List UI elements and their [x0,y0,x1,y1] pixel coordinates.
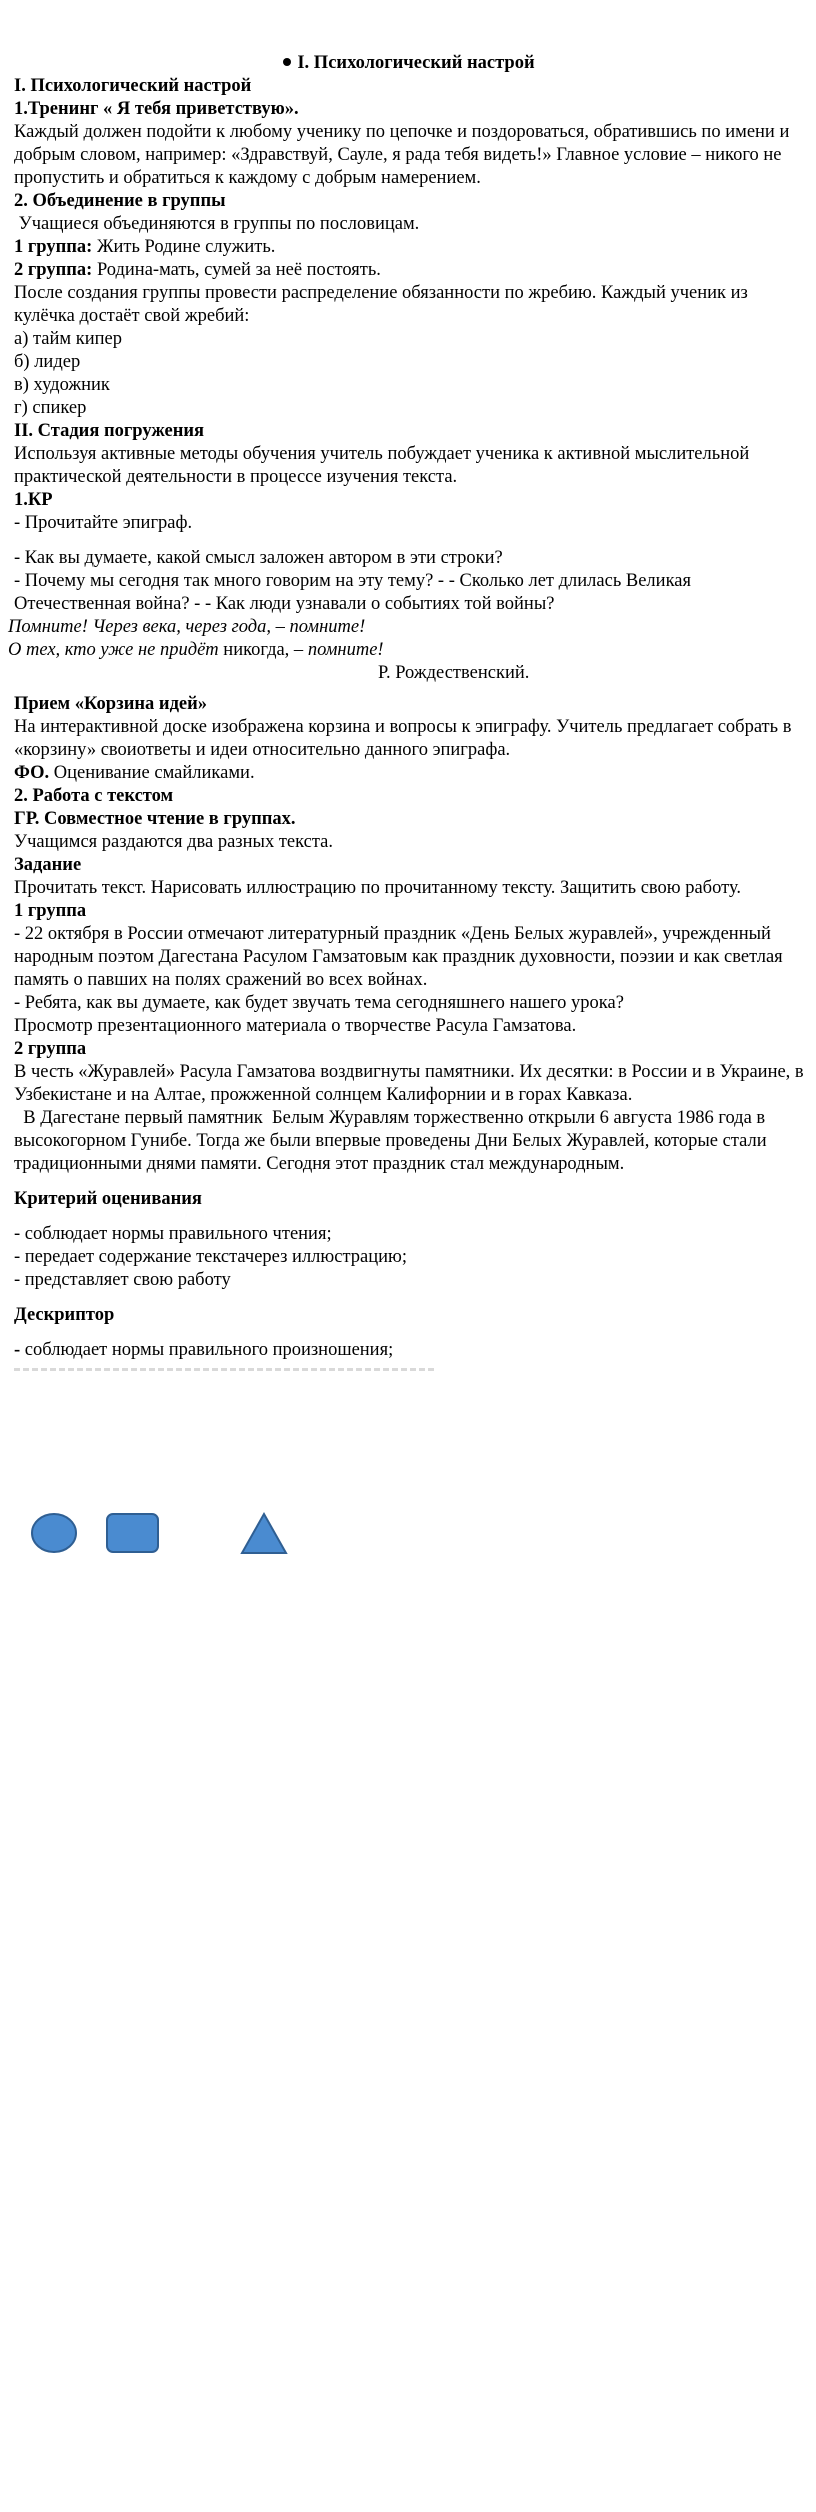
question-2: - Почему мы сегодня так много говорим на эту тему? - - Сколько лет длилась Великая Отечественная война? - - Как люди узнавали о событиях той войны? [14,571,691,614]
section2-title: II. Стадия погружения [14,421,205,441]
role-item: а) тайм кипер [14,329,123,349]
document-title [14,52,804,75]
poem-line-2-part-b: никогда, – [218,640,308,660]
criteria-item: - соблюдает нормы правильного чтения; [14,1224,332,1244]
basket-title: Прием «Корзина идей» [14,694,208,714]
fo-label: ФО. [14,763,50,783]
faded-text-line [14,1368,434,1371]
bullet-icon [283,58,291,66]
fo-line [14,762,804,785]
question-1: - Как вы думаете, какой смысл заложен автором в эти строки? [14,548,503,568]
group1-presentation: Просмотр презентационного материала о творчестве Расула Гамзатова. [14,1016,577,1036]
criteria-title: Критерий оценивания [14,1189,202,1209]
group1-line [14,236,804,259]
group1-label: 1 группа: [14,237,93,257]
task-text: Прочитать текст. Нарисовать иллюстрацию по прочитанному тексту. Защитить свою работу. [14,878,741,898]
criteria-item: - представляет свою работу [14,1270,231,1290]
training-text: Каждый должен подойти к любому ученику по цепочке и поздороваться, обратившись по имени и добрым словом, например: «Здравствуй, Сауле, я рада тебя видеть!» Главное условие – никого не пропустить и обратиться к каждому с добрым намерением. [14,122,790,188]
group2-line [14,259,804,282]
poem-line-1: Помните! Через века, через года, – помните! [8,617,366,637]
group2-label: 2 группа: [14,260,93,280]
group1-text: Жить Родине служить. [92,237,276,257]
kr-label: 1.КР [14,490,53,510]
circle-shape-icon [32,1514,76,1552]
work-title: 2. Работа с текстом [14,786,174,806]
groups-title: 2. Объединение в группы [14,191,226,211]
document-page [8,52,804,1371]
poem-line-2 [8,639,804,662]
basket-text: На интерактивной доске изображена корзина и вопросы к эпиграфу. Учитель предлагает собрать в «корзину» своиответы и идеи относительно данного эпиграфа. [14,717,792,760]
kr-task: - Прочитайте эпиграф. [14,513,193,533]
fo-text: Оценивание смайликами. [49,763,255,783]
role-item: б) лидер [14,352,81,372]
groups-text: Учащиеся объединяются в группы по пословицам. [14,214,420,234]
group1-question: - Ребята, как вы думаете, как будет звучать тема сегодняшнего нашего урока? [14,993,624,1013]
group1-body: - 22 октября в России отмечают литературный праздник «День Белых журавлей», учрежденный народным поэтом Дагестана Расулом Гамзатовым как праздник духовности, поэзии и как светлая память о павших на полях сражений во всех войнах. [14,924,783,990]
section1-title: I. Психологический настрой [14,76,252,96]
training-title: 1.Тренинг « Я тебя приветствую». [14,99,299,119]
section2-intro: Используя активные методы обучения учитель побуждает ученика к активной мыслительной практической деятельности в процессе изучения текста. [14,444,750,487]
group-reading-title: ГР. Совместное чтение в группах. [14,809,296,829]
rounded-square-shape-icon [107,1514,158,1552]
descriptor-item [14,1339,804,1362]
descriptor-title: Дескриптор [14,1305,115,1325]
descriptor-item-text: соблюдает нормы правильного произношения; [20,1340,394,1360]
role-item: в) художник [14,375,110,395]
roles-text: После создания группы провести распределение обязанности по жребию. Каждый ученик из кулёчка достаёт свой жребий: [14,283,748,326]
criteria-item: - передает содержание текстачерез иллюстрацию; [14,1247,407,1267]
poem-author: Р. Рождественский. [378,663,530,683]
group2-title: 2 группа [14,1039,87,1059]
task-title: Задание [14,855,82,875]
role-item: г) спикер [14,398,87,418]
group2-body-1: В честь «Журавлей» Расула Гамзатова воздвигнуты памятники. Их десятки: в России и в Украине, в Узбекистане и на Алтае, прожженной солнцем Калифорнии и в горах Кавказа. [14,1062,804,1105]
poem-line-2-part-c: помните! [307,640,384,660]
poem-line-2-part-a: О тех, кто уже не придёт [8,640,219,660]
group2-text: Родина-мать, сумей за неё постоять. [92,260,381,280]
descriptor-dash: - [14,1340,21,1360]
triangle-shape-icon [242,1514,286,1553]
document-title-text: I. Психологический настрой [297,53,535,73]
group-reading-text: Учащимся раздаются два разных текста. [14,832,333,852]
group1-title: 1 группа [14,901,87,921]
group2-body-2: В Дагестане первый памятник Белым Журавлям торжественно открыли 6 августа 1986 года в высокогорном Гунибе. Тогда же были впервые проведены Дни Белых Журавлей, которые стали традиционными днями памяти. Сегодня этот праздник стал международным. [14,1108,772,1174]
